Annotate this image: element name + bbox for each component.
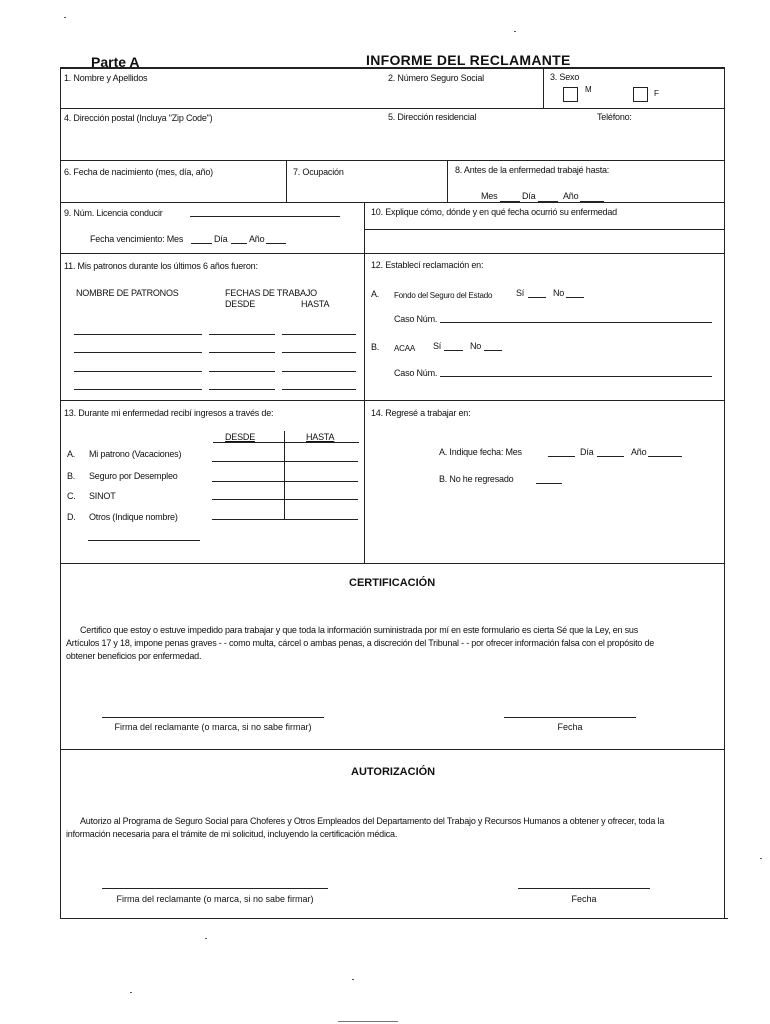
not-returned-label: B. No he regresado (439, 474, 514, 484)
return-date-label: A. Indique fecha: Mes (439, 447, 522, 457)
return-year-label: Año (631, 447, 647, 457)
claim-b-case-label: Caso Núm. (394, 368, 438, 378)
certification-signature-label: Firma del reclamante (o marca, si no sabe firmar) (114, 722, 312, 732)
income-b-text: Seguro por Desempleo (89, 471, 178, 481)
income-d-letter: D. (67, 512, 76, 522)
income-c-letter: C. (67, 491, 76, 501)
license-expiry-label: Fecha vencimiento: Mes (90, 234, 184, 244)
worked-until-year-label: Año (563, 191, 579, 201)
income-to-header: HASTA (306, 432, 335, 442)
claim-a-no-label: No (553, 288, 565, 298)
license-label: 9. Núm. Licencia conducir (64, 208, 163, 218)
employers-from-header: DESDE (225, 299, 256, 309)
field-ssn-label: 2. Número Seguro Social (388, 73, 484, 83)
income-b-letter: B. (67, 471, 76, 481)
authorization-line-2: información necesaria para el trámite de mi solicitud, incluyendo la certificación médica. (66, 829, 398, 839)
claim-a-text: Fondo del Seguro del Estado (394, 291, 493, 300)
illness-explain-line[interactable] (364, 229, 724, 230)
certification-signature-line[interactable] (102, 717, 324, 718)
worked-until-day-label: Día (522, 191, 536, 201)
return-month-line[interactable] (548, 456, 575, 457)
license-expiry-day-label: Día (214, 234, 228, 244)
certification-line-1: Certifico que estoy o estuve impedido para trabajar y que toda la información suministrada por mí en este formulario es cierta Sé que la Ley, en sus (80, 625, 639, 635)
field-occupation-label: 7. Ocupación (293, 167, 344, 177)
certification-title: CERTIFICACIÓN (349, 577, 436, 589)
field-birthdate-label: 6. Fecha de nacimiento (mes, día, año) (64, 167, 213, 177)
not-returned-line[interactable] (536, 483, 562, 484)
claim-b-case-line[interactable] (440, 376, 712, 377)
illness-explain-label: 10. Explique cómo, dónde y en qué fecha ocurrió su enfermedad (371, 207, 617, 217)
authorization-date-line[interactable] (518, 888, 650, 889)
worked-until-day-line[interactable] (538, 201, 558, 202)
sex-female-label: F (654, 89, 659, 98)
sex-female-checkbox[interactable] (633, 87, 648, 102)
claim-b-yes-line[interactable] (444, 350, 463, 351)
claim-b-text: ACAA (394, 344, 415, 353)
worked-until-month-label: Mes (481, 191, 498, 201)
income-label: 13. Durante mi enfermedad recibí ingresos a través de: (64, 408, 274, 418)
income-a-letter: A. (67, 449, 76, 459)
employers-dates-header: FECHAS DE TRABAJO (225, 288, 317, 298)
field-worked-until-label: 8. Antes de la enfermedad trabajé hasta: (455, 165, 610, 175)
income-d-text: Otros (Indique nombre) (89, 512, 178, 522)
license-line[interactable] (190, 216, 340, 217)
claim-b-no-line[interactable] (484, 350, 502, 351)
sex-male-label: M (585, 85, 592, 94)
return-day-label: Día (580, 447, 594, 457)
license-expiry-year-line[interactable] (266, 243, 286, 244)
authorization-line-1: Autorizo al Programa de Seguro Social para Choferes y Otros Empleados del Departamento del Trabajo y Recursos Humanos a obtener y ofrecer, toda la (80, 816, 665, 826)
field-name-label: 1. Nombre y Apellidos (64, 73, 148, 83)
claim-b-no-label: No (470, 341, 482, 351)
worked-until-year-line[interactable] (580, 201, 604, 202)
certification-date-line[interactable] (504, 717, 636, 718)
page-title: INFORME DEL RECLAMANTE (366, 52, 571, 68)
authorization-date-label: Fecha (571, 894, 597, 904)
authorization-signature-line[interactable] (102, 888, 328, 889)
certification-line-2: Artículos 17 y 18, impone penas graves - - como multa, cárcel o ambas penas, a discreción del Tribunal - - por ofrecer información falsa con el propósito de (66, 638, 655, 648)
part-label: Parte A (91, 54, 140, 70)
license-expiry-month-line[interactable] (191, 243, 212, 244)
field-residential-address-label: 5. Dirección residencial (388, 112, 477, 122)
authorization-title: AUTORIZACIÓN (351, 766, 436, 778)
certification-date-label: Fecha (557, 722, 583, 732)
employers-name-header: NOMBRE DE PATRONOS (76, 288, 179, 298)
claim-a-case-label: Caso Núm. (394, 314, 438, 324)
return-year-line[interactable] (648, 456, 682, 457)
claim-a-yes-line[interactable] (528, 297, 546, 298)
authorization-signature-label: Firma del reclamante (o marca, si no sabe firmar) (116, 894, 314, 904)
license-expiry-year-label: Año (249, 234, 265, 244)
claim-a-yes-label: Sí (516, 288, 525, 298)
employers-label: 11. Mis patronos durante los últimos 6 años fueron: (64, 261, 258, 271)
employers-to-header: HASTA (301, 299, 330, 309)
income-column-divider (284, 431, 285, 520)
claim-b-letter: B. (371, 342, 380, 352)
income-from-header: DESDE (225, 432, 256, 442)
certification-line-3: obtener beneficios por enfermedad. (66, 651, 202, 661)
return-day-line[interactable] (597, 456, 624, 457)
field-phone-label: Teléfono: (597, 112, 632, 122)
sex-male-checkbox[interactable] (563, 87, 578, 102)
income-header-line (213, 442, 359, 443)
return-work-label: 14. Regresé a trabajar en: (371, 408, 471, 418)
field-sex-label: 3. Sexo (550, 72, 580, 82)
claim-filed-label: 12. Establecí reclamación en: (371, 260, 484, 270)
income-c-text: SINOT (89, 491, 116, 501)
income-a-text: Mi patrono (Vacaciones) (89, 449, 182, 459)
claim-a-case-line[interactable] (440, 322, 712, 323)
license-expiry-day-line[interactable] (231, 243, 247, 244)
field-postal-address-label: 4. Dirección postal (Incluya "Zip Code") (64, 113, 213, 123)
worked-until-month-line[interactable] (500, 201, 520, 202)
claim-a-letter: A. (371, 289, 380, 299)
claim-a-no-line[interactable] (566, 297, 584, 298)
claim-b-yes-label: Sí (433, 341, 442, 351)
